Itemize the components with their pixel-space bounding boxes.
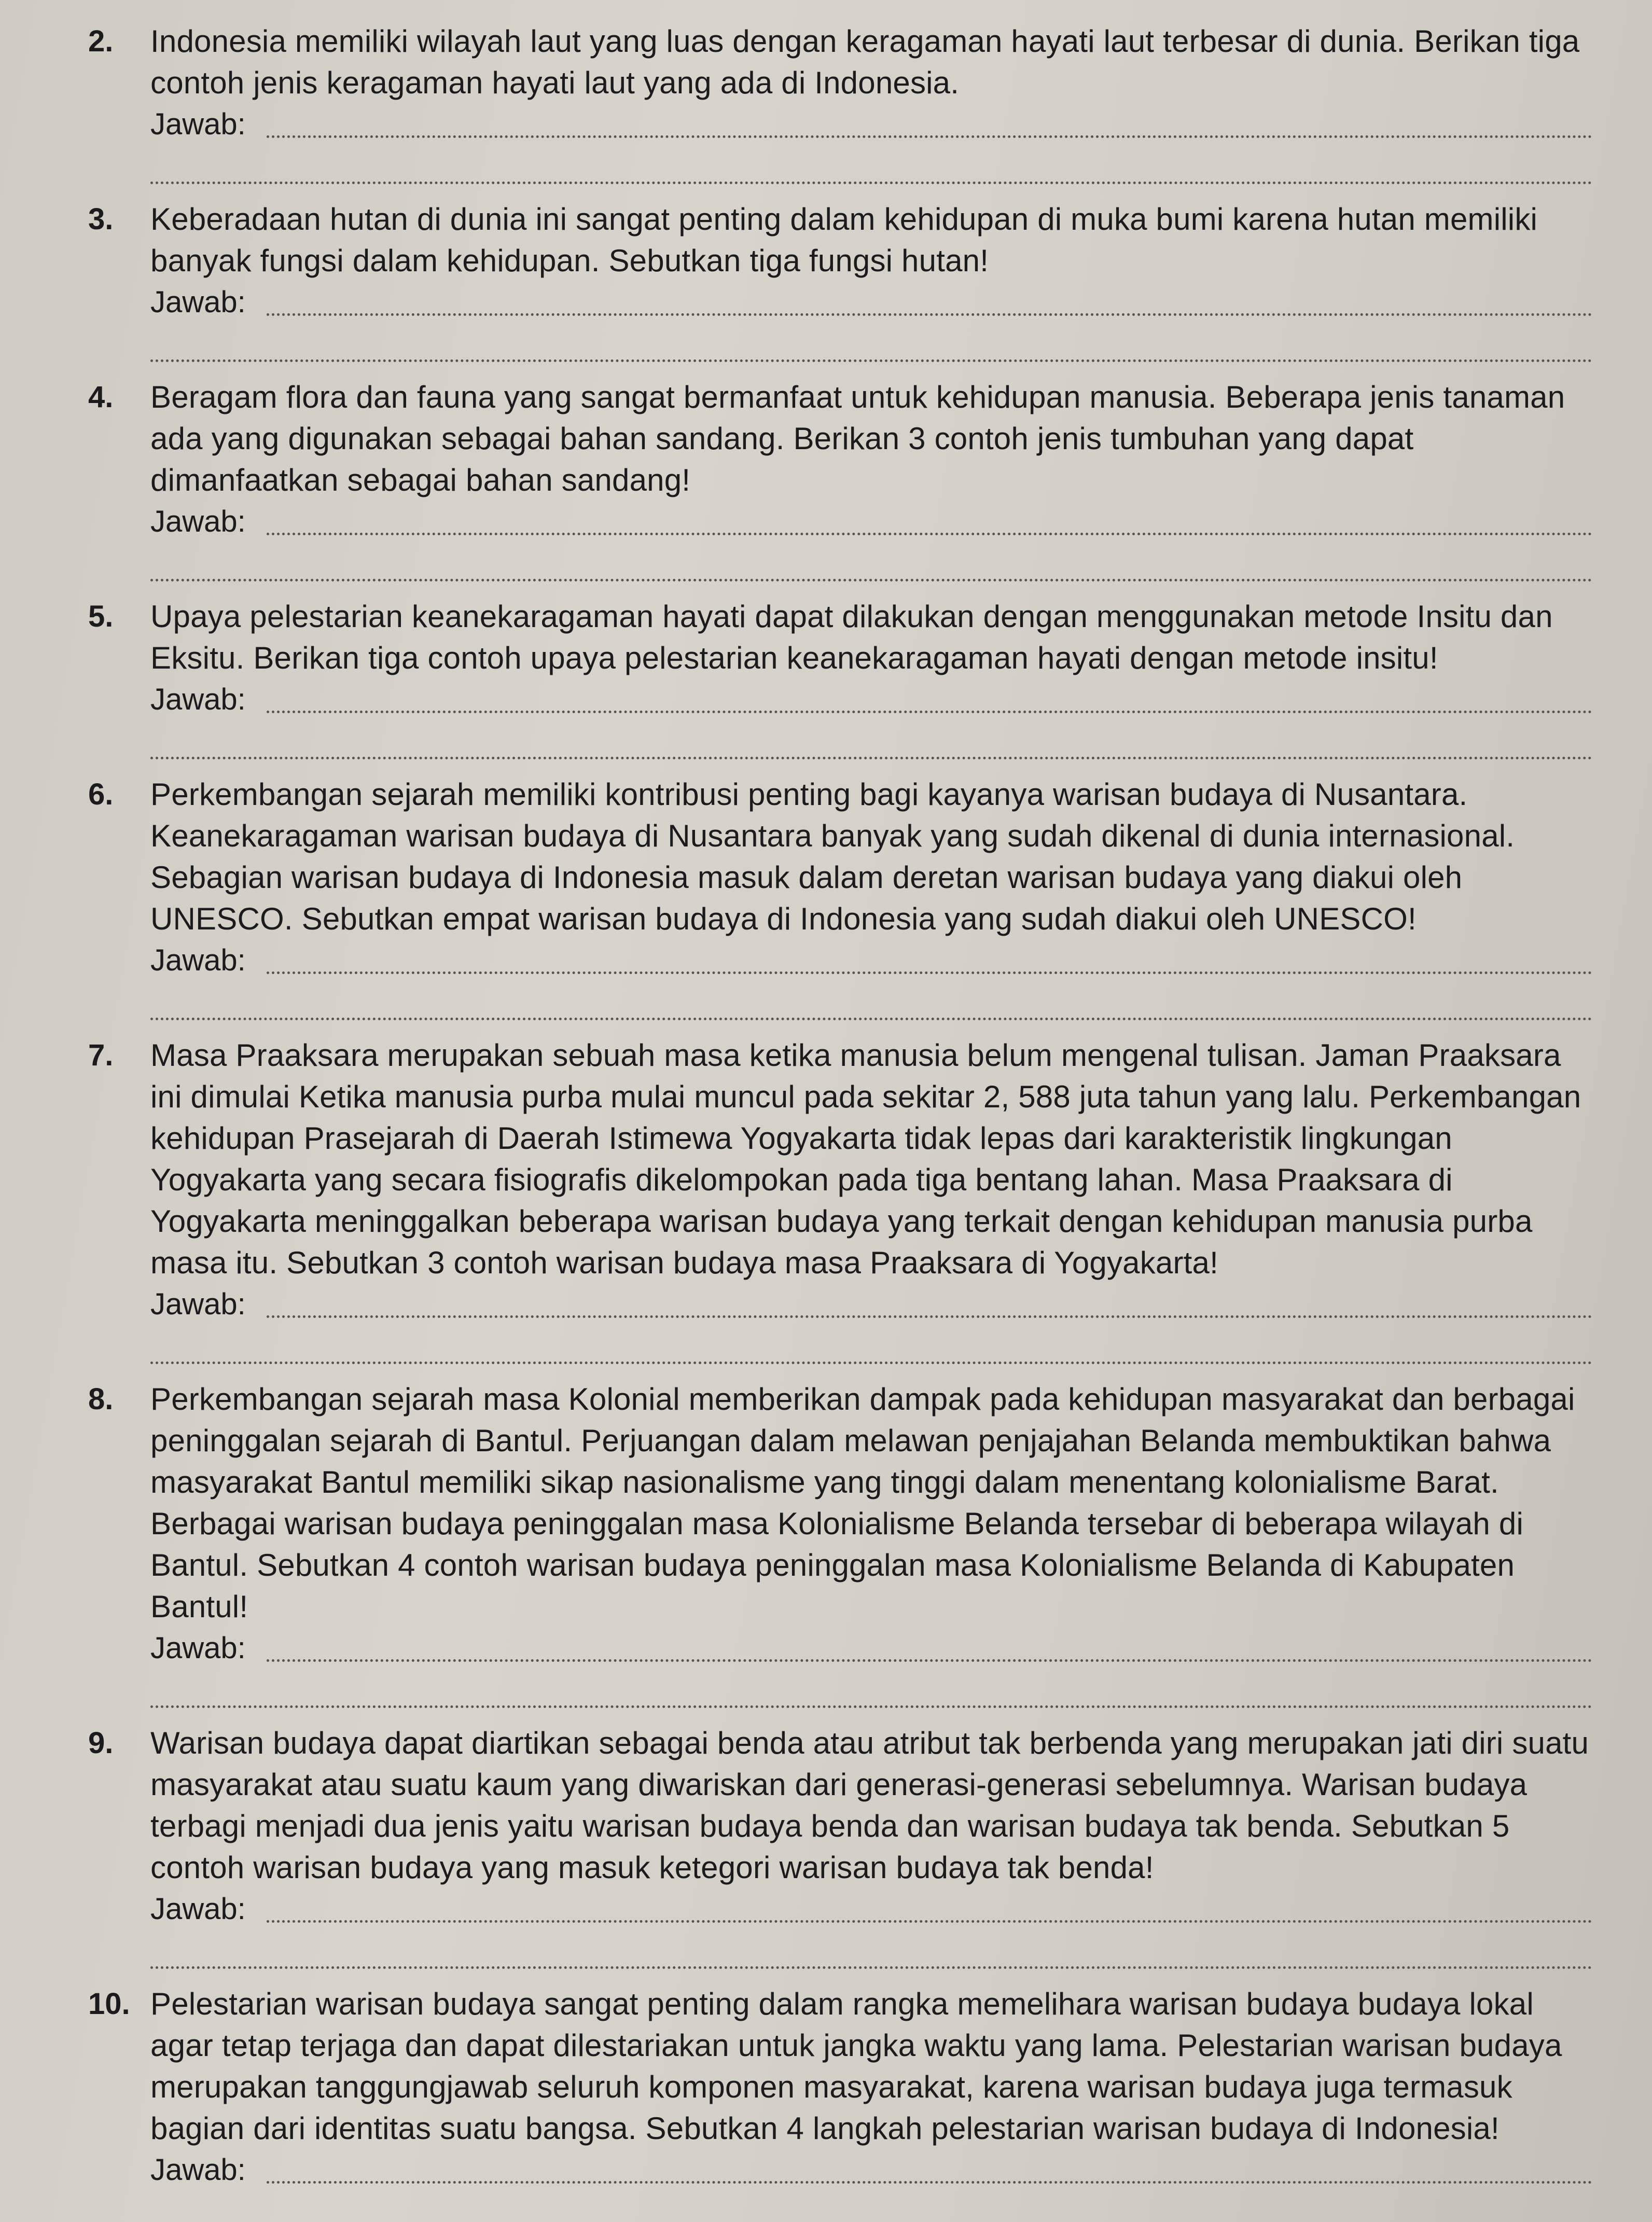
question-body — [150, 774, 1592, 1025]
question-text: Warisan budaya dapat diartikan sebagai benda atau atribut tak berbenda yang merupakan jati diri suatu masyarakat atau suatu kaum yang diwariskan dari generasi-generasi sebelumnya. Warisan budaya terbagi menjadi dua jenis yaitu warisan budaya benda dan warisan budaya tak benda. Sebutkan 5 contoh warisan budaya yang masuk ketegori warisan budaya tak benda! — [150, 1726, 1589, 1885]
question-number: 2. — [88, 24, 114, 58]
question-4 — [88, 377, 1592, 587]
answer-row — [150, 104, 1592, 145]
question-text: Beragam flora dan fauna yang sangat bermanfaat untuk kehidupan manusia. Beberapa jenis tanaman ada yang digunakan sebagai bahan sandang. Berikan 3 contoh jenis tumbuhan yang dapat dimanfaatkan sebagai bahan sandang! — [150, 380, 1565, 497]
answer-row — [150, 1628, 1592, 1669]
answer-label: Jawab: — [150, 683, 246, 716]
question-body — [150, 1379, 1592, 1713]
answer-label: Jawab: — [150, 107, 246, 141]
answer-line[interactable] — [267, 710, 1592, 713]
answer-line[interactable] — [267, 135, 1592, 138]
answer-line[interactable] — [267, 313, 1592, 316]
answer-label: Jawab: — [150, 1287, 246, 1321]
answer-label: Jawab: — [150, 285, 246, 319]
question-10 — [88, 1983, 1592, 2222]
question-text: Keberadaan hutan di dunia ini sangat penting dalam kehidupan di muka bumi karena hutan memiliki banyak fungsi dalam kehidupan. Sebutkan tiga fungsi hutan! — [150, 202, 1538, 278]
question-9 — [88, 1723, 1592, 1974]
question-7 — [88, 1035, 1592, 1369]
answer-label: Jawab: — [150, 2153, 246, 2187]
answer-line[interactable] — [267, 1659, 1592, 1662]
question-8 — [88, 1379, 1592, 1713]
question-number: 5. — [88, 600, 114, 633]
question-text: Perkembangan sejarah masa Kolonial memberikan dampak pada kehidupan masyarakat dan berbagai peninggalan sejarah di Bantul. Perjuangan dalam melawan penjajahan Belanda membuktikan bahwa masyarakat Bantul memiliki sikap nasionalisme yang tinggi dalam menentang kolonialisme Barat. Berbagai warisan budaya peninggalan masa Kolonialisme Belanda tersebar di beberapa wilayah di Bantul. Sebutkan 4 contoh warisan budaya peninggalan masa Kolonialisme Belanda di Kabupaten Bantul! — [150, 1382, 1575, 1624]
question-text: Pelestarian warisan budaya sangat penting dalam rangka memelihara warisan budaya budaya lokal agar tetap terjaga dan dapat dilestariakan untuk jangka waktu yang lama. Pelestarian warisan budaya merupakan tanggungjawab seluruh komponen masyarakat, karena warisan budaya juga termasuk bagian dari identitas suatu bangsa. Sebutkan 4 langkah pelestarian warisan budaya di Indonesia! — [150, 1987, 1562, 2146]
answer-line[interactable] — [267, 1920, 1592, 1923]
answer-row — [150, 2149, 1592, 2191]
question-number: 9. — [88, 1726, 114, 1760]
question-body — [150, 1035, 1592, 1369]
answer-label: Jawab: — [150, 1892, 246, 1926]
question-body — [150, 596, 1592, 765]
question-body — [150, 199, 1592, 367]
question-number: 3. — [88, 202, 114, 236]
answer-line[interactable] — [150, 1669, 1592, 1708]
question-3 — [88, 199, 1592, 367]
answer-label: Jawab: — [150, 1631, 246, 1665]
question-5 — [88, 596, 1592, 765]
question-body — [150, 377, 1592, 587]
question-number: 10. — [88, 1987, 130, 2021]
answer-row — [150, 679, 1592, 720]
answer-line[interactable] — [150, 2191, 1592, 2222]
question-text: Perkembangan sejarah memiliki kontribusi penting bagi kayanya warisan budaya di Nusantara. Keanekaragaman warisan budaya di Nusantara banyak yang sudah dikenal di dunia internasional. Sebagian warisan budaya di Indonesia masuk dalam deretan warisan budaya yang diakui oleh UNESCO. Sebutkan empat warisan budaya di Indonesia yang sudah diakui oleh UNESCO! — [150, 777, 1515, 936]
answer-row — [150, 501, 1592, 543]
answer-line[interactable] — [267, 971, 1592, 974]
question-text: Indonesia memiliki wilayah laut yang luas dengan keragaman hayati laut terbesar di dunia. Berikan tiga contoh jenis keragaman hayati laut yang ada di Indonesia. — [150, 24, 1580, 100]
question-body — [150, 21, 1592, 189]
question-number: 7. — [88, 1038, 114, 1072]
answer-line[interactable] — [150, 720, 1592, 759]
question-body — [150, 1983, 1592, 2222]
answer-line[interactable] — [267, 1315, 1592, 1318]
answer-line[interactable] — [150, 981, 1592, 1020]
answer-line[interactable] — [150, 543, 1592, 581]
question-6 — [88, 774, 1592, 1025]
question-number: 4. — [88, 380, 114, 414]
question-2 — [88, 21, 1592, 189]
question-list — [88, 21, 1592, 2222]
question-text: Upaya pelestarian keanekaragaman hayati dapat dilakukan dengan menggunakan metode Insitu dan Eksitu. Berikan tiga contoh upaya pelestarian keanekaragaman hayati dengan metode insitu! — [150, 599, 1553, 675]
answer-row — [150, 940, 1592, 981]
answer-line[interactable] — [267, 2181, 1592, 2184]
answer-row — [150, 282, 1592, 323]
answer-label: Jawab: — [150, 943, 246, 977]
answer-label: Jawab: — [150, 505, 246, 538]
question-text: Masa Praaksara merupakan sebuah masa ketika manusia belum mengenal tulisan. Jaman Praaksara ini dimulai Ketika manusia purba mulai muncul pada sekitar 2, 588 juta tahun yang lalu. Perkembangan kehidupan Prasejarah di Daerah Istimewa Yogyakarta tidak lepas dari karakteristik lingkungan Yogyakarta yang secara fisiografis dikelompokan pada tiga bentang lahan. Masa Praaksara di Yogyakarta meninggalkan beberapa warisan budaya yang terkait dengan kehidupan manusia purba masa itu. Sebutkan 3 contoh warisan budaya masa Praaksara di Yogyakarta! — [150, 1038, 1581, 1280]
answer-line[interactable] — [150, 145, 1592, 184]
answer-line[interactable] — [150, 323, 1592, 362]
answer-line[interactable] — [150, 1325, 1592, 1364]
answer-row — [150, 1284, 1592, 1325]
question-body — [150, 1723, 1592, 1974]
question-number: 8. — [88, 1382, 114, 1416]
question-number: 6. — [88, 777, 114, 811]
answer-line[interactable] — [150, 1930, 1592, 1969]
answer-line[interactable] — [267, 532, 1592, 535]
answer-row — [150, 1888, 1592, 1930]
